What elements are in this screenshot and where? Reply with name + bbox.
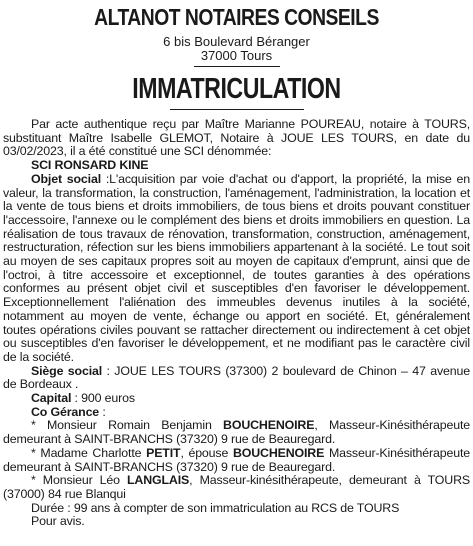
capital-paragraph bbox=[3, 392, 470, 406]
firm-address-city: 37000 Tours bbox=[200, 48, 273, 63]
notice-headline: IMMATRICULATION bbox=[132, 73, 341, 105]
manager-surname: LANGLAIS bbox=[127, 473, 190, 488]
duree-paragraph: Durée : 99 ans à compter de son immatriculation au RCS de TOURS bbox=[31, 500, 400, 515]
objet-label: Objet social bbox=[31, 171, 101, 186]
siege-label: Siège social bbox=[31, 363, 103, 378]
gerance-paragraph bbox=[3, 406, 470, 420]
manager-surname: BOUCHENOIRE bbox=[232, 445, 325, 460]
notice-body bbox=[3, 118, 470, 529]
manager-item: * Monsieur Romain Benjamin BOUCHENOIRE, Masseur-Kinésithérapeute demeurant à SAINT-BRANCHS (37320) 9 rue de Beauregard. bbox=[3, 418, 470, 447]
siege-text: : JOUE LES TOURS (37300) 2 boulevard de Chinon – 47 avenue de Bordeaux . bbox=[3, 363, 471, 392]
objet-text: :L'acquisition par voie d'achat ou d'apport, la propriété, la mise en valeur, la transformation, la construction, l'aménagement, l'administration, la location et la vente de tous biens et droits immobiliers, de tous biens et droits pouvant constituer l'accessoire, l'annexe ou le complément des biens et droits immobiliers en question. La réalisation de tous travaux de rénovation, transformation, construction, aménagement, restructuration, réfection sur les biens immobiliers appartenant à la société. Le tout soit au moyen de ses capitaux propres soit au moyen de capitaux d'emprunt, ainsi que de l'octroi, à titre accessoire et exceptionnel, de toutes garanties à des opérations conformes au présent objet civil et susceptibles d'en favoriser le développement. Exceptionnellement l'aliénation des immeubles devenus inutiles à la société, notamment au moyen de vente, échange ou apport en société. Et, généralement toutes opérations civiles pouvant se rattacher directement ou indirectement à cet objet ou susceptibles d'en favoriser le développement, et ne modifiant pas le caractère civil de la société. bbox=[3, 171, 470, 364]
objet-paragraph bbox=[3, 173, 470, 365]
intro-paragraph: Par acte authentique reçu par Maître Marianne POUREAU, notaire à TOURS, substituant Maître Isabelle GLEMOT, Notaire à JOUE LES TOURS, en date du 03/02/2023, il a été constitué une SCI dénommée: bbox=[3, 117, 470, 159]
capital-text: : 900 euros bbox=[71, 391, 135, 406]
siege-paragraph bbox=[3, 365, 470, 392]
divider bbox=[194, 66, 280, 67]
manager-surname: BOUCHENOIRE bbox=[223, 418, 315, 433]
firm-name: ALTANOT NOTAIRES CONSEILS bbox=[94, 4, 379, 30]
capital-label: Capital bbox=[31, 391, 72, 406]
company-name: SCI RONSARD KINE bbox=[31, 158, 149, 173]
gerance-text: : bbox=[99, 404, 106, 419]
manager-surname: PETIT bbox=[146, 445, 181, 460]
closing-line: Pour avis. bbox=[31, 514, 85, 529]
divider bbox=[170, 109, 304, 110]
manager-item: * Madame Charlotte PETIT, épouse BOUCHENOIRE Masseur-Kinésithérapeute demeurant à SAINT-BRANCHS (37320) 9 rue de Beauregard. bbox=[3, 445, 470, 474]
gerance-label: Co Gérance bbox=[31, 404, 100, 419]
manager-item: * Monsieur Léo LANGLAIS, Masseur-kinésithérapeute, demeurant à TOURS (37000) 84 rue Blanqui bbox=[3, 473, 470, 501]
firm-address-street: 6 bis Boulevard Béranger bbox=[163, 34, 310, 49]
